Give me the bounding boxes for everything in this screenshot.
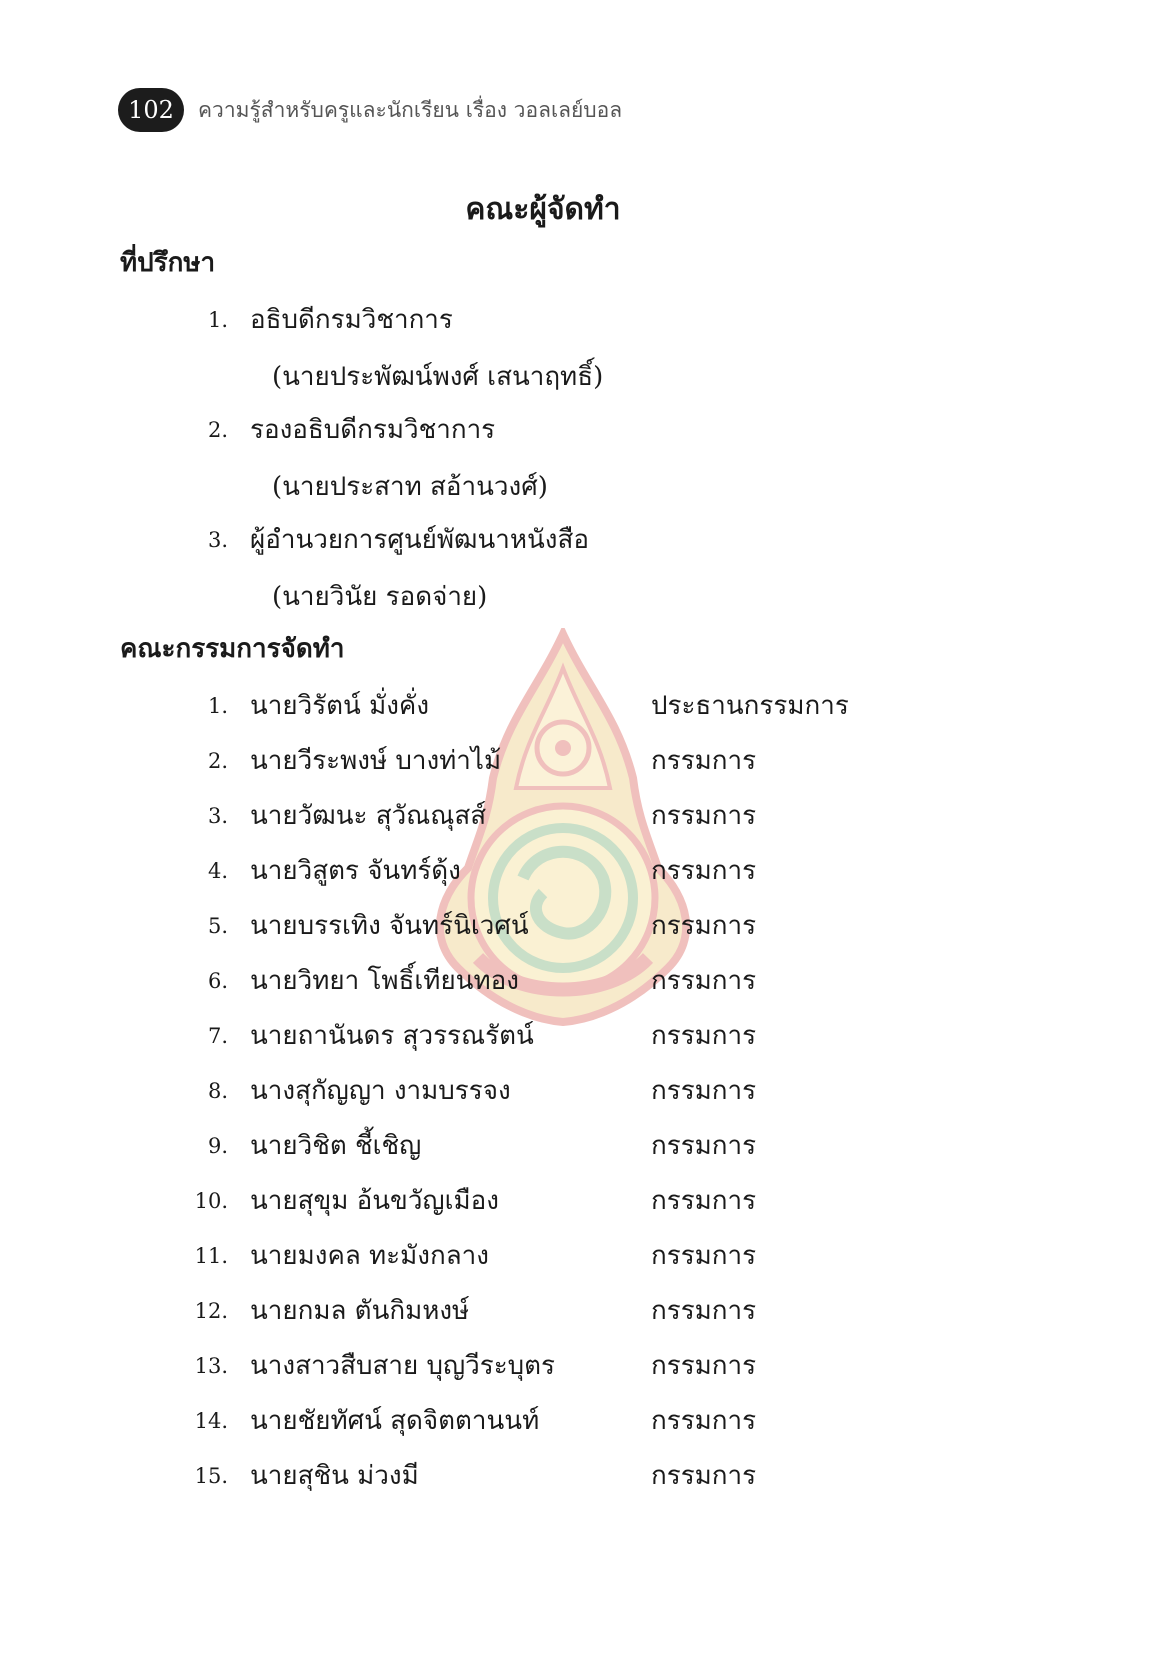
advisor-item-3 [0,512,589,567]
advisor-item-1 [0,292,453,347]
member-number: 10. [194,1188,228,1213]
member-row [0,1338,756,1393]
advisor-name: (นายวินัย รอดจ่าย) [272,582,488,612]
running-header [118,88,622,132]
member-number: 1. [207,693,228,718]
committee-heading: คณะกรรมการจัดทำ [120,634,345,664]
member-row [0,1173,756,1228]
member-role: กรรมการ [651,1351,757,1381]
member-row [0,953,756,1008]
member-row [0,1393,756,1448]
member-role: กรรมการ [651,1461,757,1491]
member-row [0,1283,756,1338]
member-number: 13. [194,1353,228,1378]
advisor-number: 1. [207,307,228,332]
member-role: กรรมการ [651,1076,757,1106]
member-name: นายถานันดร สุวรรณรัตน์ [250,1021,534,1051]
advisors-heading: ที่ปรึกษา [120,248,216,278]
advisor-position: ผู้อำนวยการศูนย์พัฒนาหนังสือ [250,525,589,555]
advisor-item-2 [0,402,495,457]
page-number-badge: 102 [118,88,184,132]
advisor-number: 2. [207,417,228,442]
member-row [0,1228,756,1283]
member-name: นายวีระพงษ์ บางท่าไม้ [250,746,502,776]
member-number: 11. [194,1243,228,1268]
member-role: กรรมการ [651,1131,757,1161]
member-name: นายมงคล ทะมังกลาง [250,1241,489,1271]
member-role: กรรมการ [651,746,757,776]
member-name: นายบรรเทิง จันทร์นิเวศน์ [250,911,529,941]
member-role: กรรมการ [651,1296,757,1326]
member-name: นายวิทยา โพธิ์เทียนทอง [250,966,519,996]
member-number: 5. [207,913,228,938]
member-name: นายวัฒนะ สุวัณณุสส์ [250,801,487,831]
member-number: 3. [207,803,228,828]
member-row [0,678,849,733]
member-role: กรรมการ [651,1241,757,1271]
member-row [0,1448,756,1503]
member-role: กรรมการ [651,911,757,941]
member-number: 7. [207,1023,228,1048]
member-name: นายวิชิต ชี้เชิญ [250,1131,422,1161]
member-number: 9. [207,1133,228,1158]
member-number: 2. [207,748,228,773]
advisor-number: 3. [207,527,228,552]
advisor-name: (นายประสาท สอ้านวงศ์) [272,472,548,502]
advisor-position: รองอธิบดีกรมวิชาการ [250,415,496,445]
member-row [0,1063,756,1118]
member-role: กรรมการ [651,856,757,886]
member-row [0,843,756,898]
member-number: 12. [194,1298,228,1323]
member-name: นางสาวสืบสาย บุญวีระบุตร [250,1351,556,1381]
member-row [0,1008,756,1063]
member-number: 15. [194,1463,228,1488]
member-row [0,898,756,953]
member-number: 4. [207,858,228,883]
member-role: ประธานกรรมการ [651,691,849,721]
member-name: นายชัยทัศน์ สุดจิตตานนท์ [250,1406,540,1436]
member-role: กรรมการ [651,801,757,831]
member-row [0,1118,756,1173]
member-number: 6. [207,968,228,993]
member-role: กรรมการ [651,1186,757,1216]
member-row [0,788,756,843]
member-number: 14. [194,1408,228,1433]
member-name: นายวิรัตน์ มั่งคั่ง [250,691,430,721]
member-name: นายสุชิน ม่วงมี [250,1461,419,1491]
member-role: กรรมการ [651,966,757,996]
page-title: คณะผู้จัดทำ [465,192,621,227]
member-name: นายวิสูตร จันทร์ดุ้ง [250,856,461,886]
member-role: กรรมการ [651,1406,757,1436]
member-name: นายกมล ตันกิมหงษ์ [250,1296,470,1326]
member-row [0,733,756,788]
member-name: นางสุกัญญา งามบรรจง [250,1076,511,1106]
member-number: 8. [207,1078,228,1103]
advisor-position: อธิบดีกรมวิชาการ [250,305,453,335]
member-name: นายสุขุม อ้นขวัญเมือง [250,1186,499,1216]
member-role: กรรมการ [651,1021,757,1051]
advisor-name: (นายประพัฒน์พงศ์ เสนาฤทธิ์) [272,362,604,392]
running-title: ความรู้สำหรับครูและนักเรียน เรื่อง วอลเลย์บอล [198,97,623,122]
